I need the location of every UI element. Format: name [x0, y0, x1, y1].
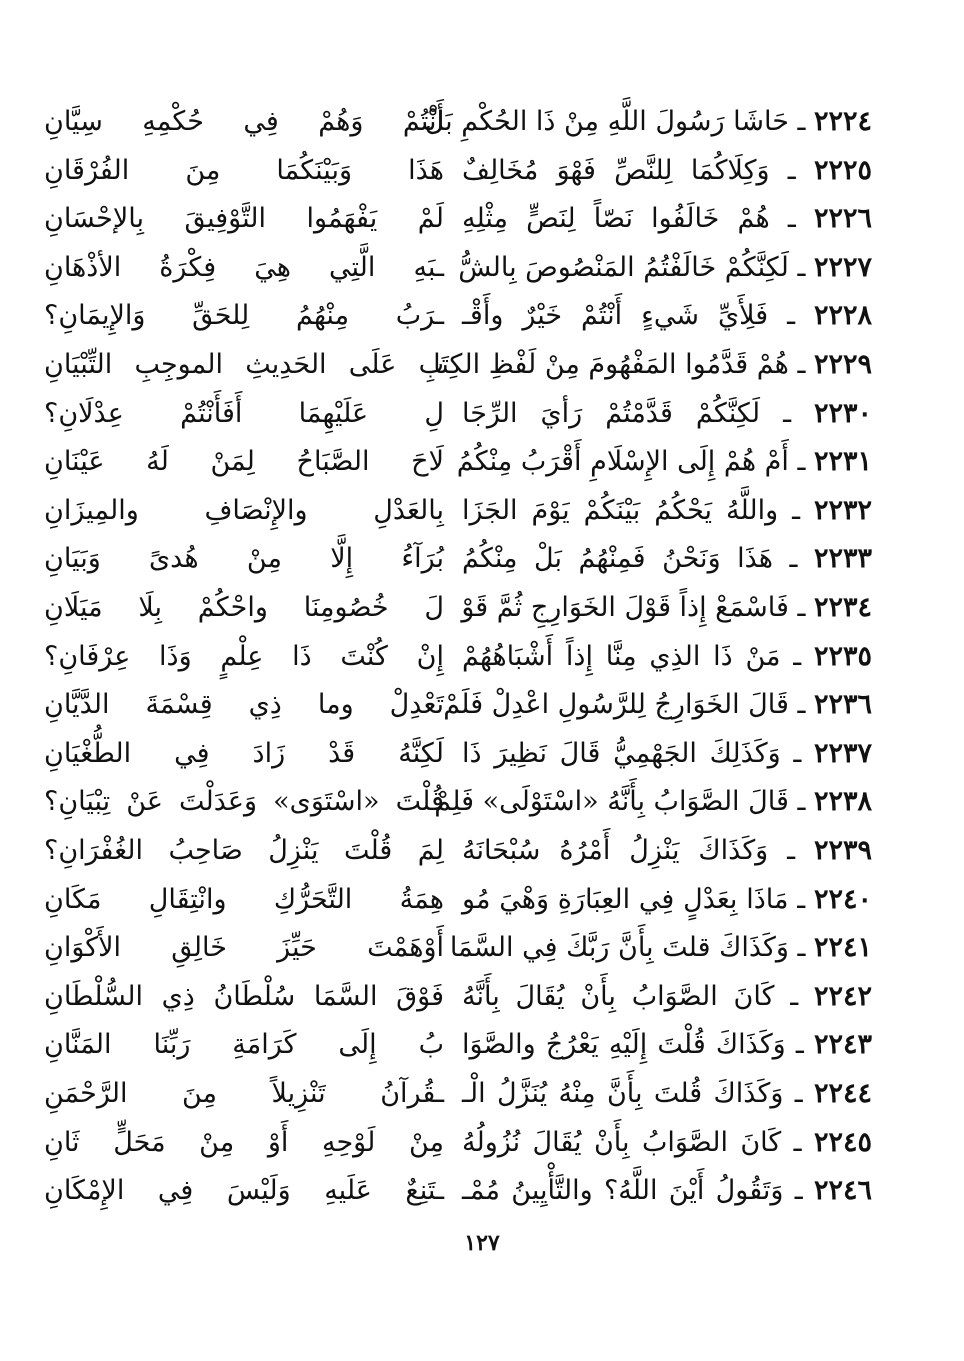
verse-first-text: هُمْ خَالَفُوا نَصّاً لِنَصٍّ مِثْلِهِ	[462, 203, 770, 235]
verse-first-hemistich	[462, 973, 872, 1021]
verse-dash: ـ	[785, 1029, 814, 1061]
verse-first-hemistich	[462, 584, 872, 632]
verse-number: ٢٢٤٤	[814, 1078, 873, 1109]
verse-second-hemistich: ـتَنِعٌ عَلَيهِ وَلَيْسَ فِي الإِمْكَانِ	[44, 1175, 444, 1207]
verse-first-hemistich	[462, 535, 872, 583]
verse-first-hemistich	[462, 147, 872, 195]
verse-line	[0, 147, 964, 195]
verse-first-text: هُمْ قَدَّمُوا المَفْهُومَ مِنْ لَفْظِ الكِتَا	[433, 349, 789, 380]
verse-dash: ـ	[760, 397, 814, 429]
verse-dash: ـ	[783, 1175, 814, 1207]
verse-first-hemistich	[458, 244, 872, 292]
verse-line	[0, 244, 964, 292]
verse-first-text: فَلِأَيِّ شَيءٍ أَنْتُمْ خَيْرٌ وأَقْـ	[462, 300, 769, 332]
verse-number: ٢٢٣٠	[813, 397, 872, 429]
verse-first-text: كَانَ الصَّوَابُ بِأَنْ يُقَالَ بِأَنَّهُ	[462, 980, 775, 1012]
verse-line	[0, 1021, 964, 1069]
verse-dash: ـ	[768, 835, 814, 866]
verse-dash: ـ	[768, 300, 814, 332]
verse-first-text: مَاذَا بِعَدْلٍ فِي العِبَارَةِ وَهْيَ مُو	[462, 883, 789, 915]
verse-number: ٢٢٤١	[813, 932, 872, 964]
verse-first-text: فَاسْمَعْ إِذاً قَوْلَ الخَوَارِجِ ثُمَّ قَوْ	[461, 592, 789, 623]
verse-line	[0, 1070, 964, 1118]
verse-line	[0, 584, 964, 632]
verse-number: ٢٢٢٦	[814, 203, 873, 235]
verse-line	[0, 438, 964, 486]
verse-second-hemistich: لَاحَ الصَّبَاحُ لِمَنْ لَهُ عَيْنَانِ	[44, 446, 444, 478]
verse-dash: ـ	[788, 446, 814, 478]
verse-dash: ـ	[769, 203, 814, 235]
verse-dash: ـ	[788, 251, 814, 283]
verse-second-hemistich: إِنْ كُنْتَ ذَا عِلْمٍ وَذَا عِرْفَانِ؟	[44, 640, 444, 672]
verse-second-hemistich: لِ عَلَيْهِمَا أَفَأَنْتُمْ عِدْلَانِ؟	[44, 397, 444, 429]
verse-line	[0, 341, 964, 389]
verse-second-hemistich: فَوْقَ السَّمَا سُلْطَانُ ذِي السُّلْطَانِ	[44, 980, 444, 1012]
verse-first-hemistich	[462, 1070, 872, 1118]
verse-first-text: هَذَا وَنَحْنُ فَمِنْهُمُ بَلْ مِنْكُمُ	[462, 543, 774, 575]
verse-number: ٢٢٣٦	[813, 689, 872, 721]
verse-second-hemistich: بِالعَدْلِ والإِنْصَافِ والمِيزَانِ	[44, 494, 444, 526]
verse-first-hemistich	[462, 633, 872, 681]
verse-dash: ـ	[788, 689, 814, 721]
verse-number: ٢٢٤٣	[814, 1029, 873, 1061]
verse-line	[0, 924, 964, 972]
verse-second-hemistich: ـرَبُ مِنْهُمُ لِلحَقِّ وَالإِيمَانِ؟	[44, 300, 444, 332]
verse-dash: ـ	[788, 349, 814, 380]
verse-second-hemistich: لِمَ قُلْتَ يَنْزِلُ صَاحِبُ الغُفْرَانِ؟	[44, 835, 444, 866]
verse-number: ٢٢٢٧	[813, 251, 872, 283]
verse-dash: ـ	[788, 592, 814, 623]
verse-dash: ـ	[781, 1126, 814, 1158]
verse-number: ٢٢٢٥	[813, 154, 872, 186]
verse-first-hemistich	[462, 390, 872, 438]
verse-first-text: لَكِنَّكُمْ خَالَفْتُمُ المَنْصُوصَ بِالشُّ	[458, 251, 789, 283]
verse-second-hemistich: مِنْ لَوْحِهِ أَوْ مِنْ مَحَلٍّ ثَانِ	[44, 1126, 444, 1158]
verse-first-text: وَكَذَاكَ قُلْتَ إِلَيْهِ يَعْرُجُ والصَّوَا	[462, 1029, 786, 1061]
verse-line	[0, 535, 964, 583]
verse-first-text: وَتَقُولُ أَيْنَ اللَّهُ؟ والتَّأْيِينُ مُمْـ	[462, 1175, 784, 1207]
verse-line	[0, 827, 964, 875]
verse-first-text: قَالَ الخَوَارِجُ لِلرَّسُولِ اعْدِلْ فَلَمْ	[443, 689, 789, 721]
verse-dash: ـ	[788, 883, 814, 915]
verse-second-hemistich: لَكِنَّهُ قَدْ زَادَ فِي الطُّغْيَانِ	[44, 737, 444, 769]
verse-second-hemistich: ـقُرآنُ تَنْزِيلاً مِنَ الرَّحْمَنِ	[44, 1078, 444, 1109]
verse-first-hemistich	[462, 195, 872, 243]
verse-first-text: أَمْ هُمْ إِلَى الإِسْلَامِ أَقْرَبُ مِنْكُمُ	[456, 446, 789, 478]
page-number: ١٢٧	[464, 1230, 500, 1256]
verse-number: ٢٢٤٢	[813, 980, 872, 1012]
verse-number: ٢٢٣٧	[814, 737, 873, 769]
verse-dash: ـ	[774, 980, 814, 1012]
verse-dash: ـ	[788, 106, 814, 137]
verse-first-hemistich	[462, 1021, 872, 1069]
verse-line	[0, 1119, 964, 1167]
verse-first-hemistich	[433, 341, 872, 389]
verse-second-hemistich: ـبَهِ الَّتِي هِيَ فِكْرَةُ الأذْهَانِ	[44, 251, 444, 283]
verse-number: ٢٢٣٢	[813, 494, 872, 526]
verse-line	[0, 98, 964, 146]
verse-first-hemistich	[462, 487, 872, 535]
verse-dash: ـ	[769, 154, 814, 186]
verse-second-hemistich: بُرَآءُ إِلَّا مِنْ هُدىً وَبَيَانِ	[44, 543, 444, 575]
verse-first-text: وَكَذَاكَ قلتَ بِأَنَّ رَبَّكَ فِي السَّمَا	[449, 932, 789, 964]
verse-first-text: مَنْ ذَا الذِي مِنَّا إِذاً أَشْبَاهُهُمْ	[462, 640, 781, 672]
verse-first-hemistich	[424, 98, 872, 146]
verse-second-hemistich: هَذَا وَبَيْنَكُمَا مِنَ الفُرْقَانِ	[44, 154, 444, 186]
verse-second-hemistich: بُ إِلَى كَرَامَةِ رَبِّنَا المَنَّانِ	[44, 1029, 444, 1061]
verse-first-hemistich	[456, 438, 872, 486]
verse-number: ٢٢٣٨	[813, 786, 872, 818]
verse-number: ٢٢٣٥	[813, 640, 872, 672]
verse-dash: ـ	[773, 543, 814, 575]
verse-first-text: حَاشَا رَسُولَ اللَّهِ مِنْ ذَا الحُكْمِ بَلْ	[424, 106, 789, 137]
verse-second-hemistich: تَعْدِلْ وما ذِي قِسْمَةَ الدَّيَّانِ	[44, 689, 444, 721]
verse-line	[0, 487, 964, 535]
verse-first-text: لَكِنَّكُمْ قَدَّمْتُمْ رَأيَ الرِّجَا	[462, 397, 761, 429]
verse-first-text: واللَّهُ يَحْكُمُ بَيْنَكُمْ يَوْمَ الجَزَا	[462, 494, 779, 526]
verse-number: ٢٢٤٦	[813, 1175, 872, 1207]
verse-number: ٢٢٣٩	[814, 835, 873, 866]
verse-first-text: قَالَ الصَّوَابُ بِأَنَّهُ «اسْتَوْلَى» فَلِمْ	[434, 786, 789, 818]
verse-first-hemistich	[462, 827, 872, 875]
verse-first-text: وَكَذَلِكَ الجَهْمِيُّ قَالَ نَظِيرَ ذَا	[462, 737, 781, 769]
verse-first-text: وَكَذَاكَ يَنْزِلُ أَمْرُهُ سُبْحَانَهُ	[462, 835, 769, 866]
verse-first-text: كَانَ الصَّوَابُ بِأَنْ يُقَالَ نُزُولُهُ	[462, 1126, 782, 1158]
verse-first-hemistich	[462, 876, 872, 924]
verse-first-text: وَكَذَاكَ قُلتَ بِأَنَّ مِنْهُ يُنَزَّلُ الْـ	[462, 1078, 784, 1109]
verse-dash: ـ	[783, 1078, 814, 1109]
verse-dash: ـ	[778, 494, 814, 526]
verse-dash: ـ	[788, 932, 814, 964]
verse-number: ٢٢٤٠	[813, 883, 872, 915]
verse-dash: ـ	[780, 737, 814, 769]
verse-second-hemistich: قُلْتَ «اسْتَوَى» وَعَدَلْتَ عَنْ تِبْيَانِ؟	[44, 786, 444, 818]
verse-line	[0, 1167, 964, 1215]
verse-second-hemistich: هِمَةُ التَّحَرُّكِ وانْتِقَالِ مَكَانِ	[44, 883, 444, 915]
verse-second-hemistich: أَنْتُمْ وَهُمْ فِي حُكْمِهِ سِيَّانِ	[44, 106, 444, 137]
verse-line	[0, 973, 964, 1021]
verse-first-text: وَكِلَاكُمَا لِلنَّصِّ فَهْوَ مُخَالِفٌ	[462, 154, 770, 186]
verse-line	[0, 876, 964, 924]
verse-second-hemistich: بِ عَلَى الحَدِيثِ الموجِبِ التِّبْيَانِ	[44, 349, 444, 380]
verse-first-hemistich	[443, 681, 872, 729]
verse-line	[0, 195, 964, 243]
verse-number: ٢٢٢٤	[813, 106, 872, 137]
verse-second-hemistich: أَوْهَمْتَ حَيِّزَ خَالِقِ الأَكْوَانِ	[44, 932, 444, 964]
verse-number: ٢٢٢٨	[814, 300, 873, 332]
verse-first-hemistich	[434, 778, 872, 826]
verse-line	[0, 681, 964, 729]
verse-line	[0, 730, 964, 778]
verse-second-hemistich: لَمْ يَفْهَمُوا التَّوْفِيقَ بِالإحْسَانِ	[44, 203, 444, 235]
verse-first-hemistich	[462, 292, 872, 340]
verse-line	[0, 292, 964, 340]
verse-number: ٢٢٤٥	[813, 1126, 872, 1158]
verse-number: ٢٢٢٩	[813, 349, 872, 380]
verse-dash: ـ	[788, 786, 814, 818]
verse-second-hemistich: لَ خُصُومِنَا واحْكُمْ بِلَا مَيَلَانِ	[44, 592, 444, 623]
verse-line	[0, 633, 964, 681]
verse-number: ٢٢٣٤	[813, 592, 872, 623]
verse-first-hemistich	[462, 1167, 872, 1215]
verse-number: ٢٢٣١	[813, 446, 872, 478]
verse-number: ٢٢٣٣	[814, 543, 873, 575]
verse-first-hemistich	[462, 1119, 872, 1167]
verse-line	[0, 390, 964, 438]
verse-line	[0, 778, 964, 826]
verse-dash: ـ	[780, 640, 814, 672]
verse-first-hemistich	[462, 730, 872, 778]
verse-first-hemistich	[449, 924, 872, 972]
